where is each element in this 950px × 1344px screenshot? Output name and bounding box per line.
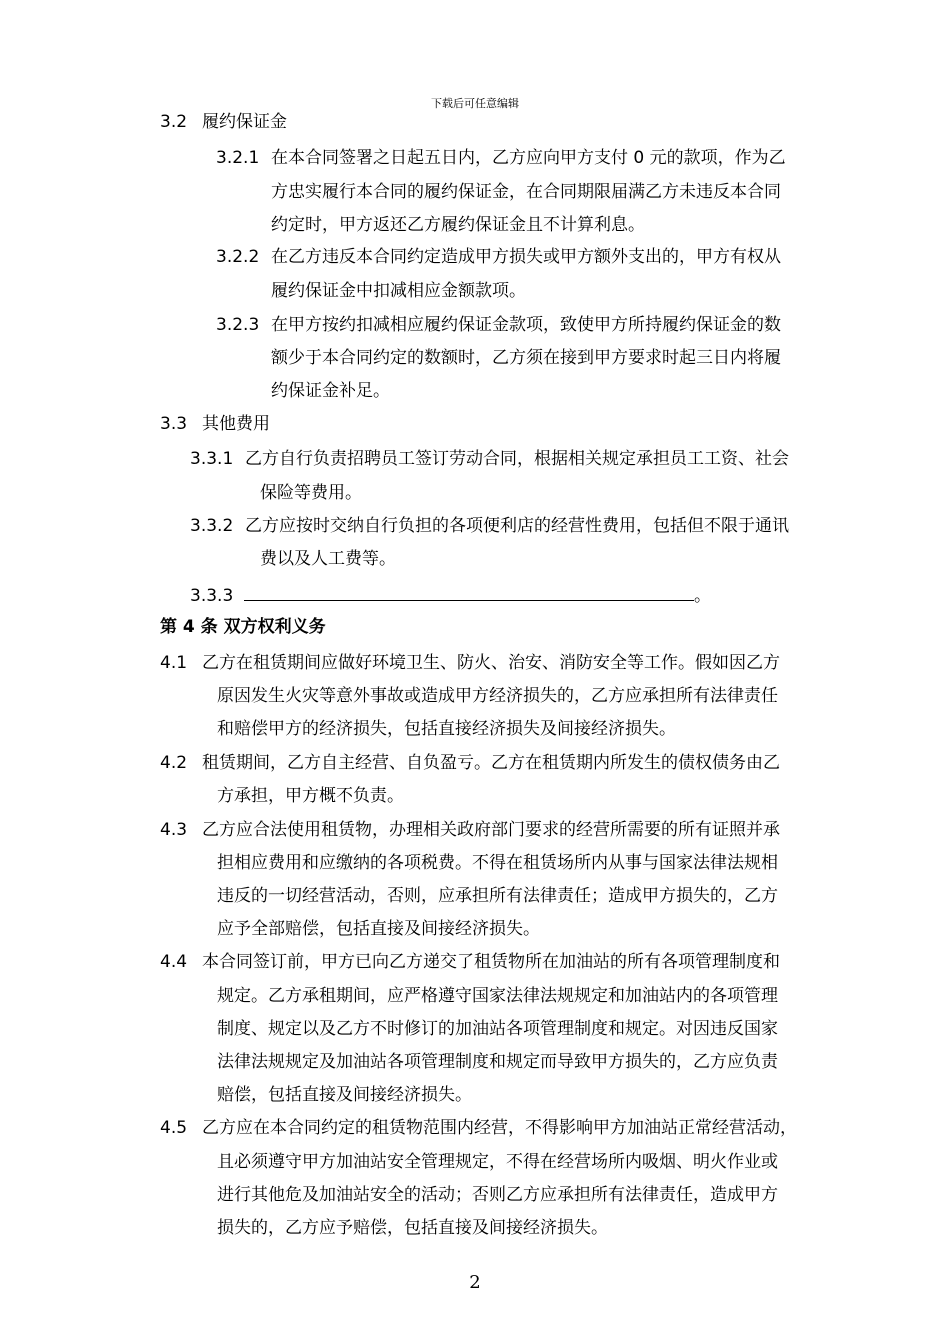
clause-3-3-3 xyxy=(190,582,711,607)
clause-text: 本合同签订前，甲方已向乙方递交了租赁物所在加油站的所有各项管理制度和 xyxy=(202,952,780,972)
clause-3-2-2-line-1 xyxy=(216,246,781,268)
clause-4-2-line-1 xyxy=(160,752,780,774)
clause-4-4-line-3: 制度、规定以及乙方不时修订的加油站各项管理制度和规定。对因违反国家 xyxy=(217,1019,778,1039)
header-note: 下载后可任意编辑 xyxy=(431,97,519,110)
clause-number: 3.2.3 xyxy=(216,315,260,335)
section-3-3-heading xyxy=(160,413,270,435)
clause-4-1-line-2: 原因发生火灾等意外事故或造成甲方经济损失的，乙方应承担所有法律责任 xyxy=(217,686,778,706)
clause-text: 乙方应在本合同约定的租赁物范围内经营，不得影响甲方加油站正常经营活动， xyxy=(202,1118,797,1138)
clause-text: 在本合同签署之日起五日内，乙方应向甲方支付 0 元的款项，作为乙 xyxy=(271,148,786,168)
section-number: 3.3 xyxy=(160,414,188,434)
clause-4-1-line-1 xyxy=(160,652,780,674)
clause-4-4-line-1 xyxy=(160,951,780,973)
clause-number: 3.2.1 xyxy=(216,148,260,168)
clause-4-5-line-4: 损失的，乙方应予赔偿，包括直接及间接经济损失。 xyxy=(217,1218,608,1238)
clause-number: 3.3.3 xyxy=(190,586,234,606)
clause-3-2-3-line-1 xyxy=(216,314,781,336)
fill-in-blank xyxy=(244,582,694,601)
clause-text: 乙方在租赁期间应做好环境卫生、防火、治安、消防安全等工作。假如因乙方 xyxy=(202,653,780,673)
clause-tail: 。 xyxy=(694,586,711,606)
clause-number: 4.1 xyxy=(160,653,188,673)
clause-3-2-1-line-3: 约定时，甲方返还乙方履约保证金且不计算利息。 xyxy=(271,215,645,235)
clause-3-2-1-line-1 xyxy=(216,147,786,169)
clause-4-4-line-5: 赔偿，包括直接及间接经济损失。 xyxy=(217,1085,472,1105)
clause-3-2-1-line-2: 方忠实履行本合同的履约保证金，在合同期限届满乙方未违反本合同 xyxy=(271,182,781,202)
clause-number: 4.3 xyxy=(160,820,188,840)
clause-3-2-3-line-2: 额少于本合同约定的数额时，乙方须在接到甲方要求时起三日内将履 xyxy=(271,348,781,368)
clause-3-3-1-line-1 xyxy=(190,448,789,470)
clause-4-5-line-1 xyxy=(160,1117,797,1139)
clause-text: 在甲方按约扣减相应履约保证金款项，致使甲方所持履约保证金的数 xyxy=(271,315,781,335)
clause-4-3-line-3: 违反的一切经营活动，否则，应承担所有法律责任；造成甲方损失的，乙方 xyxy=(217,886,778,906)
clause-text: 乙方自行负责招聘员工签订劳动合同，根据相关规定承担员工工资、社会 xyxy=(245,449,789,469)
section-number: 3.2 xyxy=(160,112,188,132)
clause-number: 4.4 xyxy=(160,952,188,972)
clause-4-3-line-2: 担相应费用和应缴纳的各项税费。不得在租赁场所内从事与国家法律法规相 xyxy=(217,853,778,873)
section-title: 履约保证金 xyxy=(202,112,287,132)
clause-3-2-3-line-3: 约保证金补足。 xyxy=(271,381,390,401)
clause-3-3-2-line-1 xyxy=(190,515,789,537)
page-number: 2 xyxy=(469,1272,481,1293)
clause-4-4-line-4: 法律法规规定及加油站各项管理制度和规定而导致甲方损失的，乙方应负责 xyxy=(217,1052,778,1072)
clause-4-5-line-2: 且必须遵守甲方加油站安全管理规定，不得在经营场所内吸烟、明火作业或 xyxy=(217,1152,778,1172)
clause-text: 乙方应按时交纳自行负担的各项便利店的经营性费用，包括但不限于通讯 xyxy=(245,516,789,536)
clause-4-1-line-3: 和赔偿甲方的经济损失，包括直接经济损失及间接经济损失。 xyxy=(217,719,676,739)
clause-3-2-2-line-2: 履约保证金中扣减相应金额款项。 xyxy=(271,281,526,301)
clause-number: 4.5 xyxy=(160,1118,188,1138)
clause-3-3-1-line-2: 保险等费用。 xyxy=(260,483,362,503)
clause-text: 在乙方违反本合同约定造成甲方损失或甲方额外支出的，甲方有权从 xyxy=(271,247,781,267)
clause-number: 3.2.2 xyxy=(216,247,260,267)
clause-4-3-line-4: 应予全部赔偿，包括直接及间接经济损失。 xyxy=(217,919,540,939)
clause-3-3-2-line-2: 费以及人工费等。 xyxy=(260,549,396,569)
clause-4-3-line-1 xyxy=(160,819,780,841)
clause-number: 3.3.1 xyxy=(190,449,234,469)
clause-number: 3.3.2 xyxy=(190,516,234,536)
clause-4-5-line-3: 进行其他危及加油站安全的活动；否则乙方应承担所有法律责任，造成甲方 xyxy=(217,1185,778,1205)
clause-text: 乙方应合法使用租赁物，办理相关政府部门要求的经营所需要的所有证照并承 xyxy=(202,820,780,840)
clause-number: 4.2 xyxy=(160,753,188,773)
clause-4-2-line-2: 方承担，甲方概不负责。 xyxy=(217,786,404,806)
clause-text: 租赁期间，乙方自主经营、自负盈亏。乙方在租赁期内所发生的债权债务由乙 xyxy=(202,753,780,773)
clause-4-4-line-2: 规定。乙方承租期间，应严格遵守国家法律法规规定和加油站内的各项管理 xyxy=(217,986,778,1006)
section-3-2-heading xyxy=(160,111,287,133)
section-title: 其他费用 xyxy=(202,414,270,434)
article-4-heading: 第 4 条 双方权利义务 xyxy=(160,617,326,637)
